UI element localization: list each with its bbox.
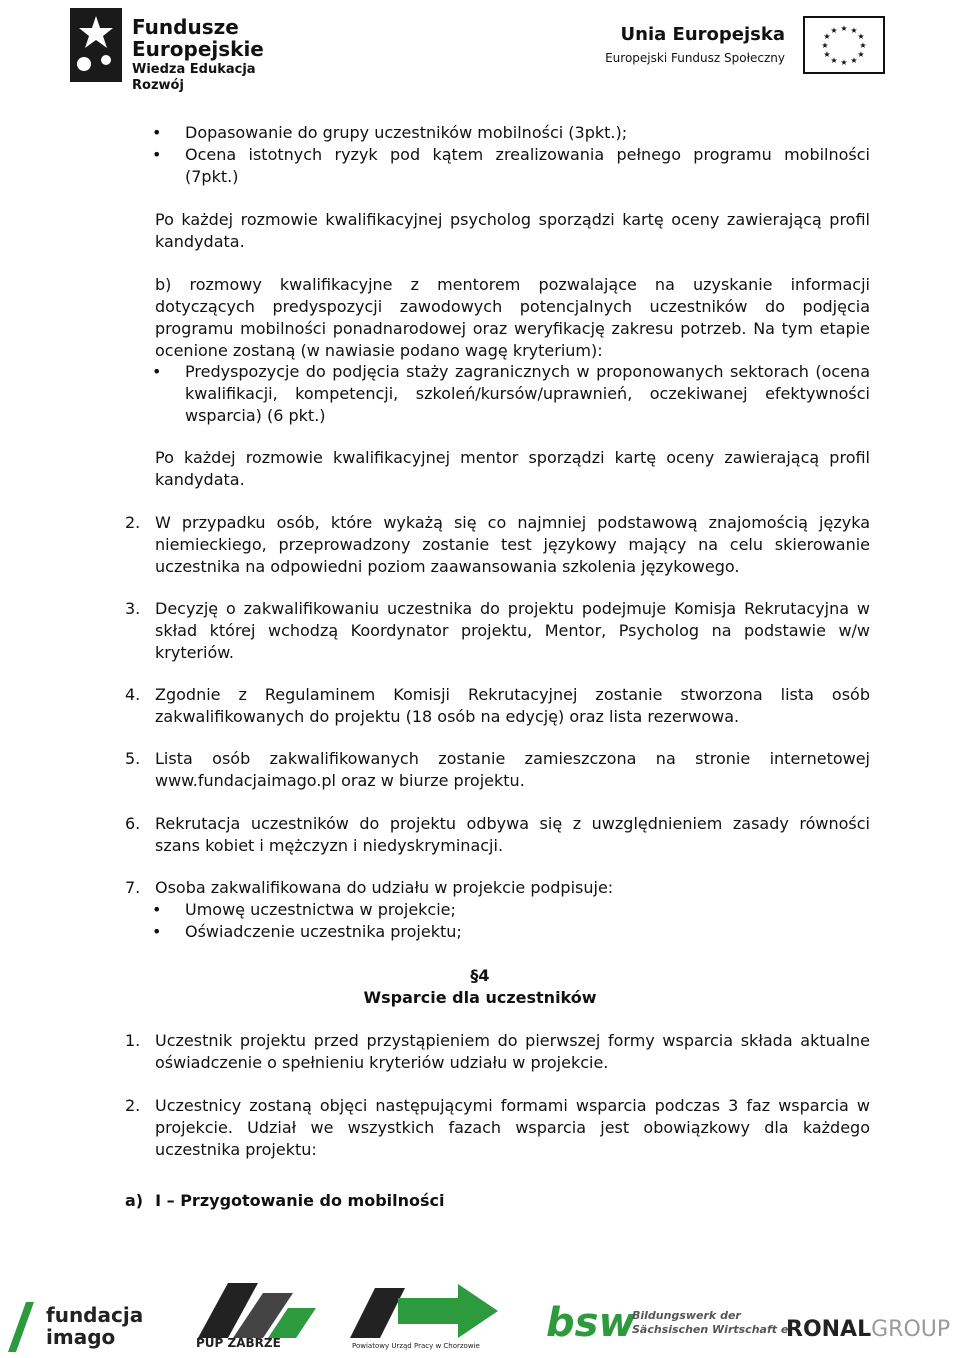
numbered-item: 6. Rekrutacja uczestników do projektu odbywa się z uwzględnieniem zasady równości szans kobiet i mężczyzn i niedyskryminacji.: [125, 814, 870, 855]
numbered-item: 1. Uczestnik projektu przed przystąpieniem do pierwszej formy wsparcia składa aktualne oświadczenie o spełnieniu kryteriów udziału w projekcie.: [125, 1031, 870, 1072]
group-text: GROUP: [871, 1317, 951, 1342]
ue-line1: Unia Europejska: [620, 24, 785, 45]
pup-label: PUP ZABRZE: [196, 1336, 281, 1350]
list-item: • Oświadczenie uczestnika projektu;: [130, 921, 870, 943]
list-item: • Umowę uczestnictwa w projekcie;: [130, 899, 870, 921]
section-title: Wsparcie dla uczestników: [363, 988, 597, 1007]
svg-text:★: ★: [859, 41, 867, 50]
fundacja-imago-logo: [8, 1300, 148, 1352]
numbered-item: 7. Osoba zakwalifikowana do udziału w projekcie podpisuje:: [125, 878, 614, 897]
fe-line2: Europejskie: [132, 37, 264, 61]
pup-shapes-icon: [188, 1278, 318, 1338]
paragraph-psycholog: Po każdej rozmowie kwalifikacyjnej psycholog sporządzi kartę oceny zawierającą profil kandydata.: [155, 210, 870, 251]
svg-text:★: ★: [840, 58, 848, 67]
fe-star-icon: [70, 8, 122, 82]
svg-text:★: ★: [830, 56, 838, 65]
svg-text:★: ★: [857, 32, 865, 41]
numbered-item: 2. W przypadku osób, które wykażą się co najmniej podstawową znajomością języka niemieckiego, przeprowadzony zostanie test językowy mający na celu skierowanie uczestnika na odpowiedni poziom zaawansowania szkolenia językowego.: [125, 513, 870, 576]
svg-text:★: ★: [823, 50, 831, 59]
list-item: • Predyspozycje do podjęcia staży zagranicznych w proponowanych sektorach (ocena kwalifikacji, kompetencji, szkoleń/kursów/uprawnień, oczekiwanej efektywności wsparcia) (6 pkt.): [130, 361, 870, 427]
svg-text:★: ★: [850, 26, 858, 35]
slash-icon: [8, 1302, 34, 1352]
ronal-group-logo: [786, 1316, 956, 1348]
pup-chorzow-caption: Powiatowy Urząd Pracy w Chorzowie: [352, 1342, 480, 1350]
section-mark: §4: [470, 966, 490, 985]
svg-text:★: ★: [840, 24, 848, 33]
numbered-item: 3. Decyzję o zakwalifikowaniu uczestnika do projektu podejmuje Komisja Rekrutacyjna w skład której wchodzą Koordynator projektu, Mentor, Psycholog na podstawie w/w kryteriów.: [125, 599, 870, 662]
list-item: • Dopasowanie do grupy uczestników mobilności (3pkt.);: [130, 122, 870, 144]
bsw-logo: [540, 1295, 793, 1353]
unia-europejska-logo: [605, 16, 887, 76]
paragraph-b: b) rozmowy kwalifikacyjne z mentorem pozwalające na uzyskanie informacji dotyczących predyspozycji zawodowych potencjalnych uczestników do podjęcia programu mobilności ponadnarodowej oraz weryfikację zakresu potrzeb. Na tym etapie ocenione zostaną (w nawiasie podano wagę kryterium):: [155, 275, 870, 360]
svg-text:★: ★: [850, 56, 858, 65]
fundusze-europejskie-logo: [70, 8, 300, 93]
fe-line3: Wiedza Edukacja Rozwój: [132, 62, 256, 93]
paragraph-mentor: Po każdej rozmowie kwalifikacyjnej mentor sporządzi kartę oceny zawierającą profil kandydata.: [155, 448, 870, 489]
pup-chorzow-logo: [350, 1278, 500, 1354]
numbered-item: 2. Uczestnicy zostaną objęci następującymi formami wsparcia podczas 3 faz wsparcia w projekcie. Udział we wszystkich fazach wsparcia jest obowiązkowy dla każdego uczestnika projektu:: [125, 1096, 870, 1159]
svg-text:★: ★: [823, 32, 831, 41]
eu-flag-icon: [803, 16, 885, 74]
pup-zabrze-logo: [188, 1278, 323, 1354]
svg-text:★: ★: [821, 41, 829, 50]
bsw-mark: bsw: [546, 1300, 636, 1346]
imago-line2: imago: [46, 1325, 116, 1349]
svg-text:★: ★: [857, 50, 865, 59]
subheading: a) I – Przygotowanie do mobilności: [125, 1191, 445, 1210]
bsw-line2: Sächsischen Wirtschaft e.: [632, 1323, 793, 1336]
numbered-item: 5. Lista osób zakwalifikowanych zostanie zamieszczona na stronie internetowej www.fundacjaimago.pl oraz w biurze projektu.: [125, 749, 870, 790]
list-item: • Ocena istotnych ryzyk pod kątem zrealizowania pełnego programu mobilności (7pkt.): [130, 144, 870, 188]
svg-text:★: ★: [830, 26, 838, 35]
numbered-item: 4. Zgodnie z Regulaminem Komisji Rekrutacyjnej zostanie stworzona lista osób zakwalifikowanych do projektu (18 osób na edycję) oraz lista rezerwowa.: [125, 685, 870, 726]
ue-line2: Europejski Fundusz Społeczny: [605, 51, 785, 65]
imago-line1: fundacja: [46, 1303, 144, 1327]
green-arrow-icon: [350, 1278, 500, 1340]
bsw-line1: Bildungswerk der: [632, 1309, 741, 1322]
ronal-text: RONAL: [786, 1317, 872, 1342]
fe-line1: Fundusze: [132, 15, 239, 39]
